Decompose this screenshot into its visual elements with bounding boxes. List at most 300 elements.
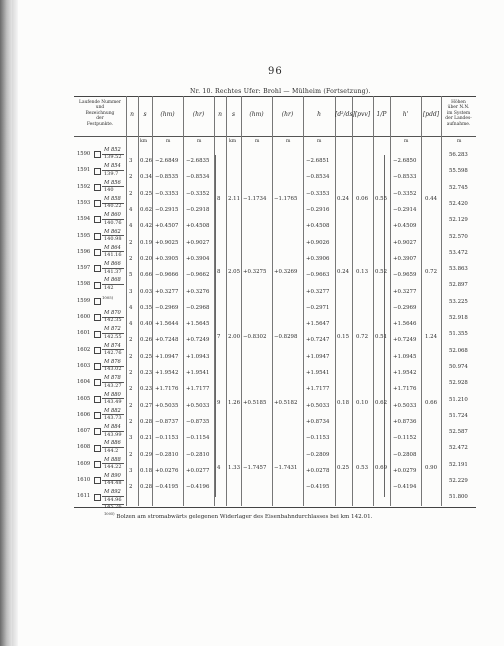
point-marker-box [94, 184, 101, 191]
cell-n: 2 [129, 239, 133, 246]
cell-hoehe: 56.283 [449, 152, 468, 158]
column-rule [126, 96, 127, 506]
point-marker-box [94, 428, 101, 435]
point-kilometer: 142.35 [104, 317, 122, 324]
cell-hr: −0.2968 [186, 304, 210, 311]
cell-hoehe: 53.472 [449, 249, 468, 256]
column-rule [335, 96, 336, 506]
cell-hoehe: 52.928 [449, 380, 468, 387]
unit-s: km [140, 139, 148, 144]
unit-hr2: m [286, 139, 291, 144]
header-h-prime: h' [402, 111, 409, 118]
cell-hm: −0.1153 [155, 435, 179, 442]
group-d2ds: 0.24 [337, 195, 350, 202]
cell-n: 2 [129, 451, 133, 458]
cell-hr: +0.9027 [186, 239, 210, 246]
point-mark-label: M 890 [104, 473, 121, 479]
cell-h-prime: −0.2914 [393, 207, 417, 214]
cell-h-prime: −0.1152 [393, 435, 417, 442]
point-kilometer: 141.37 [104, 268, 122, 275]
point-marker-box [94, 494, 101, 501]
cell-n: 2 [129, 190, 133, 197]
group-d2ds: 0.24 [337, 269, 350, 276]
group-s: 2.00 [228, 334, 241, 341]
cell-h: +0.9026 [306, 239, 330, 246]
cell-hoehe: 55.598 [449, 168, 468, 175]
point-mark-label: M 856 [104, 179, 121, 186]
point-number: 1605 [77, 395, 91, 402]
cell-n: 3 [129, 158, 133, 165]
point-marker-box [94, 396, 101, 403]
cell-h-prime: +0.5033 [393, 402, 417, 409]
column-rule [373, 96, 374, 506]
cell-hm: −2.6849 [155, 158, 179, 165]
cell-h: −2.6851 [306, 158, 330, 165]
point-number: 1601 [77, 330, 91, 337]
cell-hoehe: 52.420 [449, 200, 468, 207]
cell-hoehe: 52.229 [449, 478, 468, 484]
cell-h: −0.4195 [306, 484, 330, 491]
header-hm2: (hm) [249, 111, 264, 118]
point-number: 1610 [77, 477, 91, 483]
cell-h: +0.4508 [306, 223, 330, 230]
cell-hm: +0.5035 [155, 402, 179, 409]
group-hr: −1.7431 [274, 464, 298, 471]
cell-hm: +0.3277 [155, 288, 179, 295]
cell-n: 3 [129, 288, 133, 295]
point-kilometer: 145.26 [104, 504, 122, 511]
book-binding [0, 0, 12, 646]
point-mark-label: M 862 [104, 228, 121, 235]
header-hr2: (hr) [281, 111, 294, 118]
cell-s: 0.35 [140, 304, 153, 311]
point-marker-box [94, 298, 101, 305]
point-marker-box [94, 168, 101, 175]
cell-n: 4 [129, 304, 133, 311]
cell-hm: −0.8737 [155, 418, 179, 425]
cell-s: 0.03 [140, 288, 153, 295]
cell-hoehe: 52.472 [449, 445, 468, 452]
cell-h-prime: +0.3907 [393, 255, 417, 262]
cell-s: 0.62 [140, 207, 153, 214]
point-mark-label: M 852 [104, 147, 121, 153]
cell-s: 0.42 [140, 223, 153, 230]
cell-h: +1.7177 [306, 386, 330, 393]
cell-hm: −0.9666 [155, 272, 179, 279]
header-n: n [130, 111, 134, 118]
point-mark-label: M 866 [104, 261, 121, 268]
cell-hm: −0.4195 [155, 484, 179, 491]
cell-n: 2 [129, 418, 133, 425]
group-s: 1.33 [228, 464, 241, 471]
unit-h: m [317, 139, 322, 144]
header-s: s [143, 111, 147, 118]
column-rule [303, 96, 304, 506]
point-number: 1592 [77, 183, 91, 190]
column-rule [226, 96, 227, 506]
point-mark-label: M 876 [104, 358, 121, 365]
cell-s: 0.27 [140, 402, 153, 409]
point-number: 1602 [77, 346, 91, 353]
column-rule [352, 96, 353, 506]
point-marker-box [94, 200, 101, 207]
cell-s: 0.28 [140, 418, 153, 425]
cell-hr: +1.9541 [186, 370, 210, 377]
header-d2ds: [d²/ds] [335, 111, 355, 118]
point-kilometer: 144.2 [104, 447, 119, 454]
cell-hr: −0.2810 [186, 451, 210, 458]
cell-n: 2 [129, 370, 133, 377]
cell-hr: +0.3904 [186, 255, 210, 262]
cell-hr: −0.1154 [186, 435, 210, 442]
point-mark-label: M 892 [104, 489, 121, 496]
cell-s: 0.20 [140, 255, 153, 262]
point-kilometer: 144.96 [104, 496, 122, 503]
cell-hoehe: 52.129 [449, 217, 468, 224]
point-mark-label: M 878 [104, 375, 121, 382]
point-kilometer: 141.16 [104, 252, 122, 259]
header-hr: (hr) [192, 111, 205, 118]
cell-hm: +0.7248 [155, 337, 179, 344]
cell-hoehe: 51.800 [449, 494, 468, 501]
cell-hoehe: 51.724 [449, 412, 468, 419]
cell-h: +0.3906 [306, 255, 330, 262]
cell-h-prime: +1.0945 [393, 353, 417, 360]
header-separator [74, 136, 476, 137]
group-pdd: 0.90 [425, 464, 438, 471]
point-number: 1599 [77, 297, 91, 304]
cell-s: 0.19 [140, 239, 153, 246]
point-mark-label: M 864 [104, 244, 121, 251]
point-mark-label: M 870 [104, 310, 121, 316]
cell-hoehe: 52.191 [449, 461, 468, 468]
footnote-text: Bolzen am stromabwärts gelegenen Widerlager des Eisenbahndurchlasses bei km 142.01. [116, 513, 373, 520]
group-pvv: 0.06 [356, 195, 369, 202]
point-mark-label: M 868 [104, 277, 121, 284]
point-kilometer: 143.73 [104, 415, 122, 422]
point-number: 1597 [77, 265, 91, 272]
point-marker-box [94, 477, 101, 484]
cell-n: 2 [129, 174, 133, 181]
cell-n: 2 [129, 484, 133, 491]
point-number: 1593 [77, 199, 91, 206]
point-mark-label: M 882 [104, 407, 121, 414]
group-one-over-p: 0.55 [375, 195, 388, 202]
cell-hm: −0.2969 [155, 304, 179, 311]
cell-h-prime: −0.2808 [393, 451, 417, 458]
footnote [104, 512, 372, 520]
point-marker-box [94, 151, 101, 158]
group-hr: +0.5182 [274, 399, 298, 406]
point-mark-label: M 884 [104, 424, 121, 431]
group-n: 8 [217, 269, 221, 276]
cell-h: +0.0278 [306, 467, 330, 474]
point-number: 1609 [77, 460, 91, 467]
point-number: 1606 [77, 411, 91, 418]
cell-hoehe: 51.210 [449, 396, 468, 403]
point-kilometer: 140.22 [104, 203, 122, 210]
cell-hr: +0.5033 [186, 402, 210, 409]
cell-n: 2 [129, 402, 133, 409]
group-s: 1.26 [228, 399, 241, 406]
cell-hr: −0.4196 [186, 484, 210, 491]
cell-h-prime: −0.4194 [393, 484, 417, 491]
cell-hm: +1.9542 [155, 370, 179, 377]
cell-n: 5 [129, 272, 133, 279]
cell-hoehe: 52.068 [449, 347, 468, 354]
cell-n: 3 [129, 467, 133, 474]
cell-n: 2 [129, 386, 133, 393]
cell-n: 3 [129, 435, 133, 442]
header-h: h [317, 111, 321, 118]
header-hm: (hm) [160, 111, 175, 118]
point-kilometer: 142.55 [104, 333, 122, 340]
cell-h: −0.9663 [306, 272, 330, 279]
point-marker-box [94, 379, 101, 386]
group-brace [215, 237, 216, 302]
header-n2: n [218, 111, 222, 118]
cell-hr: +1.7177 [186, 386, 210, 393]
group-brace [215, 155, 216, 237]
cell-h-prime: +0.7249 [393, 337, 417, 344]
group-pvv: 0.72 [356, 334, 369, 341]
point-kilometer: 144.48 [104, 480, 122, 487]
header-pvv: [pvv] [354, 111, 371, 118]
cell-hoehe: 52.897 [449, 282, 468, 289]
cell-hr: +0.0277 [186, 467, 210, 474]
cell-n: 2 [129, 255, 133, 262]
cell-h: +1.5647 [306, 321, 330, 328]
point-marker-box [94, 282, 101, 289]
point-mark-label: M 872 [104, 326, 121, 333]
group-d2ds: 0.18 [337, 399, 350, 406]
cell-h-prime: +0.9027 [393, 239, 417, 246]
header-one-over-p: 1/P [376, 111, 387, 118]
point-marker-box [94, 314, 101, 321]
unit-hoehen: m [457, 139, 462, 144]
point-marker-box [94, 331, 101, 338]
point-footnote-ref: 1005) [102, 294, 114, 300]
point-kilometer: 142.76 [104, 350, 122, 356]
point-marker-box [94, 265, 101, 272]
cell-h: +0.8734 [306, 418, 330, 425]
cell-s: 0.34 [140, 174, 153, 181]
group-d2ds: 0.15 [337, 334, 350, 341]
point-kilometer: 143.49 [104, 398, 122, 405]
cell-hoehe: 52.570 [449, 233, 468, 240]
point-mark-label: M 860 [104, 212, 121, 219]
cell-s: 0.25 [140, 190, 153, 197]
cell-hoehe: 52.587 [449, 429, 468, 436]
column-rule [441, 96, 442, 506]
cell-hr: −0.3352 [186, 190, 210, 197]
cell-h: −0.2971 [306, 304, 330, 311]
point-kilometer: 143.99 [104, 431, 122, 438]
cell-hr: +0.3276 [186, 288, 210, 295]
cell-h-prime: −2.6850 [393, 158, 417, 165]
cell-h-prime: −0.3352 [393, 190, 417, 197]
cell-hr: +0.7249 [186, 337, 210, 344]
column-rule [390, 96, 391, 506]
group-one-over-p: 0.52 [375, 269, 388, 276]
cell-n: 2 [129, 337, 133, 344]
cell-h: +0.3277 [306, 288, 330, 295]
point-marker-box [94, 347, 101, 354]
point-number: 1603 [77, 362, 91, 369]
point-marker-box [94, 233, 101, 240]
point-marker-box [94, 249, 101, 256]
point-kilometer: 139.52 [104, 154, 122, 161]
cell-hoehe: 53.225 [449, 298, 468, 305]
point-number: 1596 [77, 248, 91, 255]
point-number: 1590 [77, 151, 91, 157]
cell-hm: +0.9025 [155, 239, 179, 246]
point-kilometer: 144.22 [104, 464, 122, 471]
cell-h: −0.2809 [306, 451, 330, 458]
cell-h: −0.3353 [306, 190, 330, 197]
point-number: 1595 [77, 232, 91, 239]
unit-h-prime: m [404, 139, 409, 144]
point-number: 1604 [77, 379, 91, 386]
unit-hm2: m [255, 139, 260, 144]
group-n: 7 [217, 334, 221, 341]
cell-hm: +1.5644 [155, 321, 179, 328]
cell-h-prime: +0.4509 [393, 223, 417, 230]
page-number: 96 [268, 66, 283, 77]
cell-n: 4 [129, 321, 133, 328]
cell-hm: +0.0276 [155, 467, 179, 474]
group-brace [215, 302, 216, 367]
column-rule [272, 96, 273, 506]
group-pvv: 0.10 [356, 399, 369, 406]
group-one-over-p: 0.62 [375, 399, 388, 406]
column-rule [152, 96, 153, 506]
cell-hoehe: 51.355 [449, 331, 468, 338]
point-number: 1594 [77, 216, 91, 223]
group-hr: +0.3269 [274, 269, 298, 276]
point-mark-label: M 858 [104, 195, 121, 202]
cell-hm: +0.4507 [155, 223, 179, 230]
cell-hr: −0.9662 [186, 272, 210, 279]
cell-h-prime: −0.8533 [393, 174, 417, 181]
group-hm: +0.5185 [243, 399, 267, 406]
unit-hm: m [166, 139, 171, 144]
point-mark-label: M 880 [104, 391, 121, 398]
point-kilometer: 142 [104, 284, 114, 291]
cell-hm: −0.2915 [155, 207, 179, 214]
point-number: 1591 [77, 167, 91, 174]
cell-n: 4 [129, 223, 133, 230]
group-n: 8 [217, 195, 221, 202]
group-pdd: 0.66 [425, 399, 438, 406]
cell-h: +0.7247 [306, 337, 330, 344]
point-number: 1607 [77, 428, 91, 435]
group-one-over-p: 0.51 [375, 334, 388, 341]
point-number: 1608 [77, 444, 91, 451]
group-hr: −0.8298 [274, 334, 298, 341]
cell-h-prime: +0.0279 [393, 467, 417, 474]
point-marker-box [94, 445, 101, 452]
point-kilometer: 143.27 [104, 382, 122, 389]
point-kilometer: 140 [104, 187, 114, 193]
cell-s: 0.23 [140, 386, 153, 393]
cell-hr: +1.5645 [186, 321, 210, 328]
point-marker-box [94, 461, 101, 468]
cell-h-prime: −0.9659 [393, 272, 417, 279]
cell-hm: +1.0947 [155, 353, 179, 360]
cell-n: 4 [129, 207, 133, 214]
header-hoehen: Höhen über N.N. im System der Landes- aufnahme. [445, 100, 472, 127]
cell-s: 0.40 [140, 321, 153, 328]
cell-h: +1.9541 [306, 370, 330, 377]
group-hm: −1.7457 [243, 464, 267, 471]
group-pvv: 0.13 [356, 269, 369, 276]
cell-h: +0.5033 [306, 402, 330, 409]
cell-s: 0.28 [140, 484, 153, 491]
cell-n: 2 [129, 353, 133, 360]
point-number: 1611 [77, 493, 91, 500]
point-kilometer: 143.02 [104, 366, 122, 373]
cell-h-prime: +1.7176 [393, 386, 417, 393]
point-kilometer: 139.7 [104, 170, 119, 177]
cell-h-prime: +0.3277 [393, 288, 417, 295]
column-rule [241, 96, 242, 506]
group-pvv: 0.53 [356, 464, 369, 471]
point-number: 1598 [77, 281, 91, 288]
unit-s2: km [229, 139, 237, 144]
cell-h: −0.2916 [306, 207, 330, 214]
cell-hr: −2.6835 [186, 158, 210, 165]
cell-hm: +1.7176 [155, 386, 179, 393]
unit-hr: m [197, 139, 202, 144]
point-mark-label: M 888 [104, 456, 121, 463]
group-s: 2.11 [228, 195, 241, 202]
group-d2ds: 0.25 [337, 464, 350, 471]
cell-s: 0.18 [140, 467, 153, 474]
group-hm: −0.8302 [243, 334, 267, 341]
cell-hoehe: 53.863 [449, 266, 468, 273]
cell-hm: −0.3353 [155, 190, 179, 197]
cell-hm: −0.2810 [155, 451, 179, 458]
group-brace [215, 432, 216, 497]
cell-h: −0.1153 [306, 435, 330, 442]
point-number: 1600 [77, 314, 91, 320]
cell-s: 0.29 [140, 451, 153, 458]
point-kilometer: 140.76 [104, 219, 122, 226]
group-s: 2.05 [228, 269, 241, 276]
cell-s: 0.66 [140, 272, 153, 279]
cell-s: 0.21 [140, 435, 153, 442]
point-mark-label: M 886 [104, 440, 121, 447]
cell-hr: −0.2918 [186, 207, 210, 214]
header-pdd: [pdd] [422, 111, 440, 118]
header-s2: s [231, 111, 236, 118]
cell-s: 0.23 [140, 370, 153, 377]
group-n: 9 [217, 399, 221, 406]
point-marker-box [94, 363, 101, 370]
cell-hoehe: 50.974 [449, 363, 468, 370]
footnote-mark: 1005) [104, 512, 115, 516]
cell-h-prime: +1.9542 [393, 370, 417, 377]
cell-h: +1.0947 [306, 353, 330, 360]
group-n: 4 [217, 464, 221, 471]
group-pdd: 0.72 [425, 269, 438, 276]
point-rule [102, 504, 124, 505]
column-rule [183, 96, 184, 506]
cell-hoehe: 52.745 [449, 184, 468, 191]
cell-s: 0.25 [140, 353, 153, 360]
cell-h-prime: −0.2969 [393, 304, 417, 311]
